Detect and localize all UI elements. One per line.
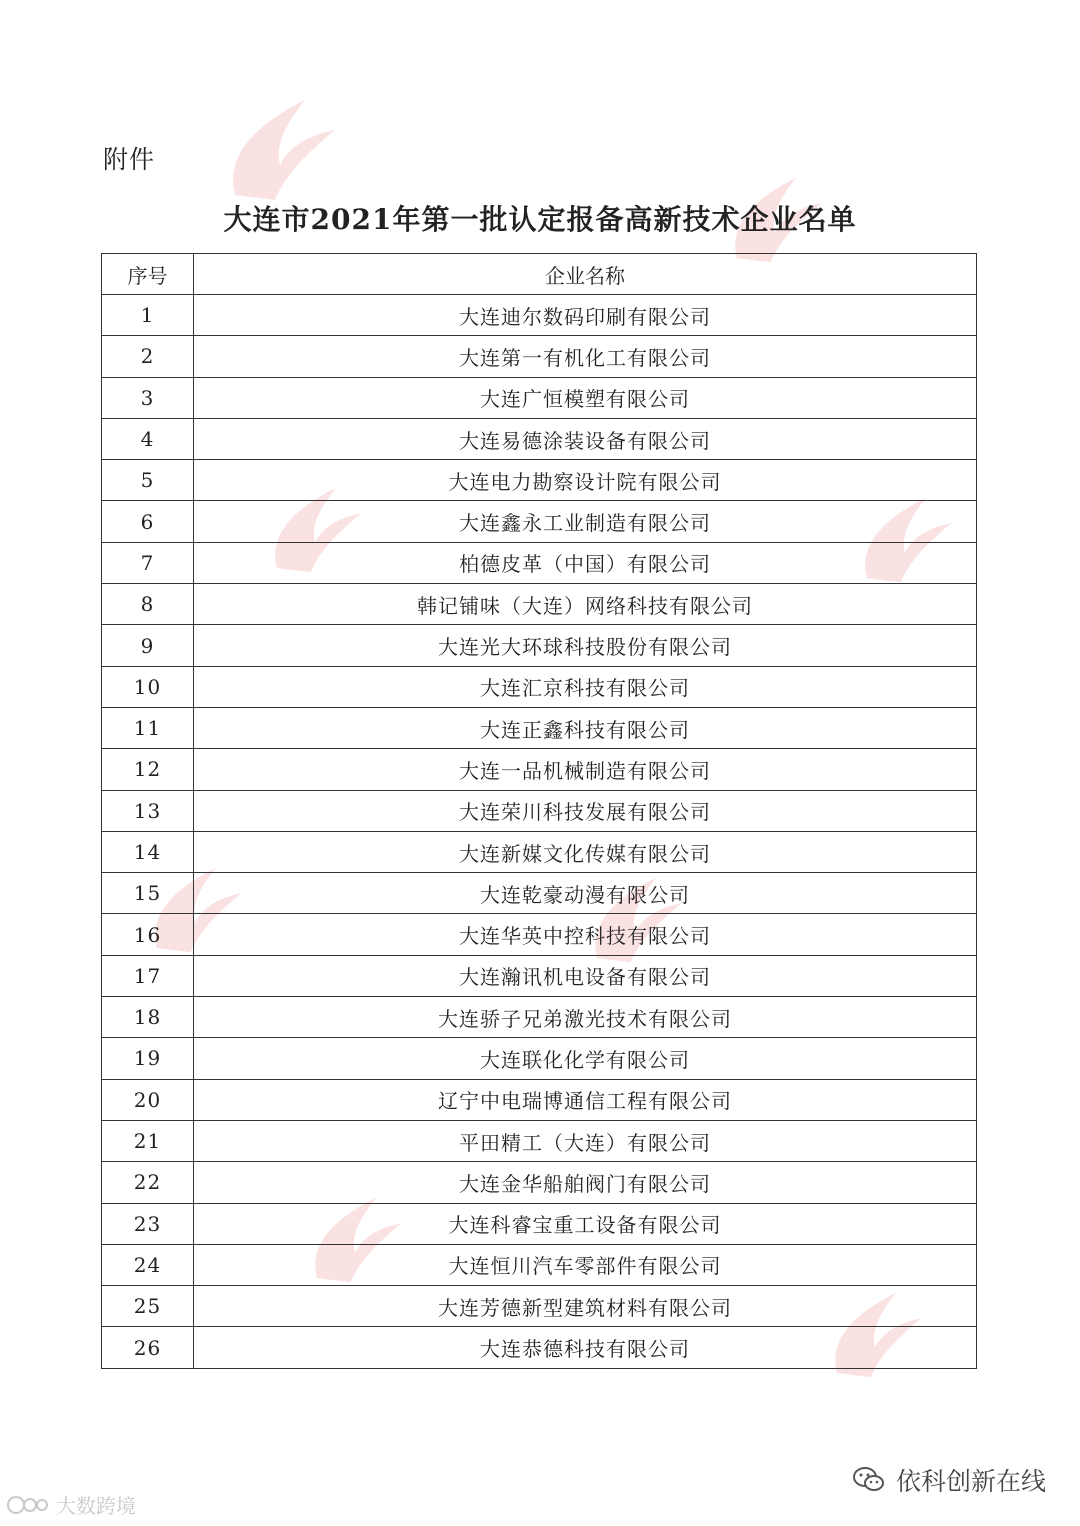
company-name: 柏德皮革（中国）有限公司: [194, 542, 977, 583]
company-name: 大连华英中控科技有限公司: [194, 914, 977, 955]
company-name: 大连光大环球科技股份有限公司: [194, 625, 977, 666]
table-row: [102, 749, 977, 790]
row-index: 10: [102, 666, 194, 707]
company-name: 大连第一有机化工有限公司: [194, 336, 977, 377]
table-row: [102, 707, 977, 748]
attachment-label: 附件: [103, 145, 156, 174]
company-name: 大连鑫永工业制造有限公司: [194, 501, 977, 542]
row-index: 18: [102, 997, 194, 1038]
company-name: 大连芳德新型建筑材料有限公司: [194, 1286, 977, 1327]
row-index: 4: [102, 418, 194, 459]
column-header-company: 企业名称: [194, 254, 977, 295]
row-index: 22: [102, 1162, 194, 1203]
row-index: 17: [102, 955, 194, 996]
company-name: 大连一品机械制造有限公司: [194, 749, 977, 790]
row-index: 8: [102, 584, 194, 625]
company-name: 大连新媒文化传媒有限公司: [194, 831, 977, 872]
wechat-icon: [852, 1465, 886, 1495]
table-row: [102, 955, 977, 996]
table-row: [102, 1079, 977, 1120]
row-index: 9: [102, 625, 194, 666]
table-row: [102, 542, 977, 583]
company-table: [101, 253, 977, 1369]
row-index: 19: [102, 1038, 194, 1079]
row-index: 16: [102, 914, 194, 955]
table-row: [102, 336, 977, 377]
table-row: [102, 1120, 977, 1161]
company-name: 大连乾豪动漫有限公司: [194, 873, 977, 914]
row-index: 6: [102, 501, 194, 542]
table-row: [102, 1203, 977, 1244]
wechat-account-mark: [852, 1462, 1046, 1498]
company-name: 大连联化化学有限公司: [194, 1038, 977, 1079]
company-name: 大连金华船舶阀门有限公司: [194, 1162, 977, 1203]
source-watermark-text: 大数跨境: [56, 1494, 136, 1518]
row-index: 23: [102, 1203, 194, 1244]
row-index: 13: [102, 790, 194, 831]
table-row: [102, 1162, 977, 1203]
row-index: 26: [102, 1327, 194, 1368]
source-watermark: [6, 1490, 136, 1519]
company-name: 大连迪尔数码印刷有限公司: [194, 295, 977, 336]
company-name: 平田精工（大连）有限公司: [194, 1120, 977, 1161]
document-title: 大连市2021年第一批认定报备高新技术企业名单: [223, 203, 857, 236]
table-row: [102, 666, 977, 707]
row-index: 25: [102, 1286, 194, 1327]
company-name: 大连汇京科技有限公司: [194, 666, 977, 707]
table-row: [102, 584, 977, 625]
table-header-row: [102, 254, 977, 295]
table-row: [102, 377, 977, 418]
row-index: 14: [102, 831, 194, 872]
row-index: 5: [102, 460, 194, 501]
table-row: [102, 790, 977, 831]
row-index: 20: [102, 1079, 194, 1120]
company-name: 大连电力勘察设计院有限公司: [194, 460, 977, 501]
table-row: [102, 295, 977, 336]
company-name: 大连广恒模塑有限公司: [194, 377, 977, 418]
table-row: [102, 501, 977, 542]
row-index: 15: [102, 873, 194, 914]
table-row: [102, 1286, 977, 1327]
company-name: 大连易德涂装设备有限公司: [194, 418, 977, 459]
table-row: [102, 1038, 977, 1079]
table-row: [102, 873, 977, 914]
table-row: [102, 997, 977, 1038]
table-row: [102, 831, 977, 872]
row-index: 11: [102, 707, 194, 748]
brand-logo-icon: [6, 1494, 50, 1516]
row-index: 24: [102, 1244, 194, 1285]
row-index: 12: [102, 749, 194, 790]
wechat-account-name: 依科创新在线: [895, 1467, 1046, 1496]
company-name: 大连荣川科技发展有限公司: [194, 790, 977, 831]
watermark-logo: [215, 95, 345, 205]
table-row: [102, 1327, 977, 1368]
table-row: [102, 1244, 977, 1285]
company-name: 辽宁中电瑞博通信工程有限公司: [194, 1079, 977, 1120]
row-index: 21: [102, 1120, 194, 1161]
company-name: 大连恭德科技有限公司: [194, 1327, 977, 1368]
row-index: 7: [102, 542, 194, 583]
company-name: 大连骄子兄弟激光技术有限公司: [194, 997, 977, 1038]
column-header-index: 序号: [102, 254, 194, 295]
company-name: 大连科睿宝重工设备有限公司: [194, 1203, 977, 1244]
company-name: 大连瀚讯机电设备有限公司: [194, 955, 977, 996]
table-row: [102, 625, 977, 666]
table-row: [102, 418, 977, 459]
row-index: 1: [102, 295, 194, 336]
table-row: [102, 914, 977, 955]
row-index: 3: [102, 377, 194, 418]
row-index: 2: [102, 336, 194, 377]
company-name: 韩记铺味（大连）网络科技有限公司: [194, 584, 977, 625]
table-row: [102, 460, 977, 501]
company-name: 大连恒川汽车零部件有限公司: [194, 1244, 977, 1285]
company-name: 大连正鑫科技有限公司: [194, 707, 977, 748]
